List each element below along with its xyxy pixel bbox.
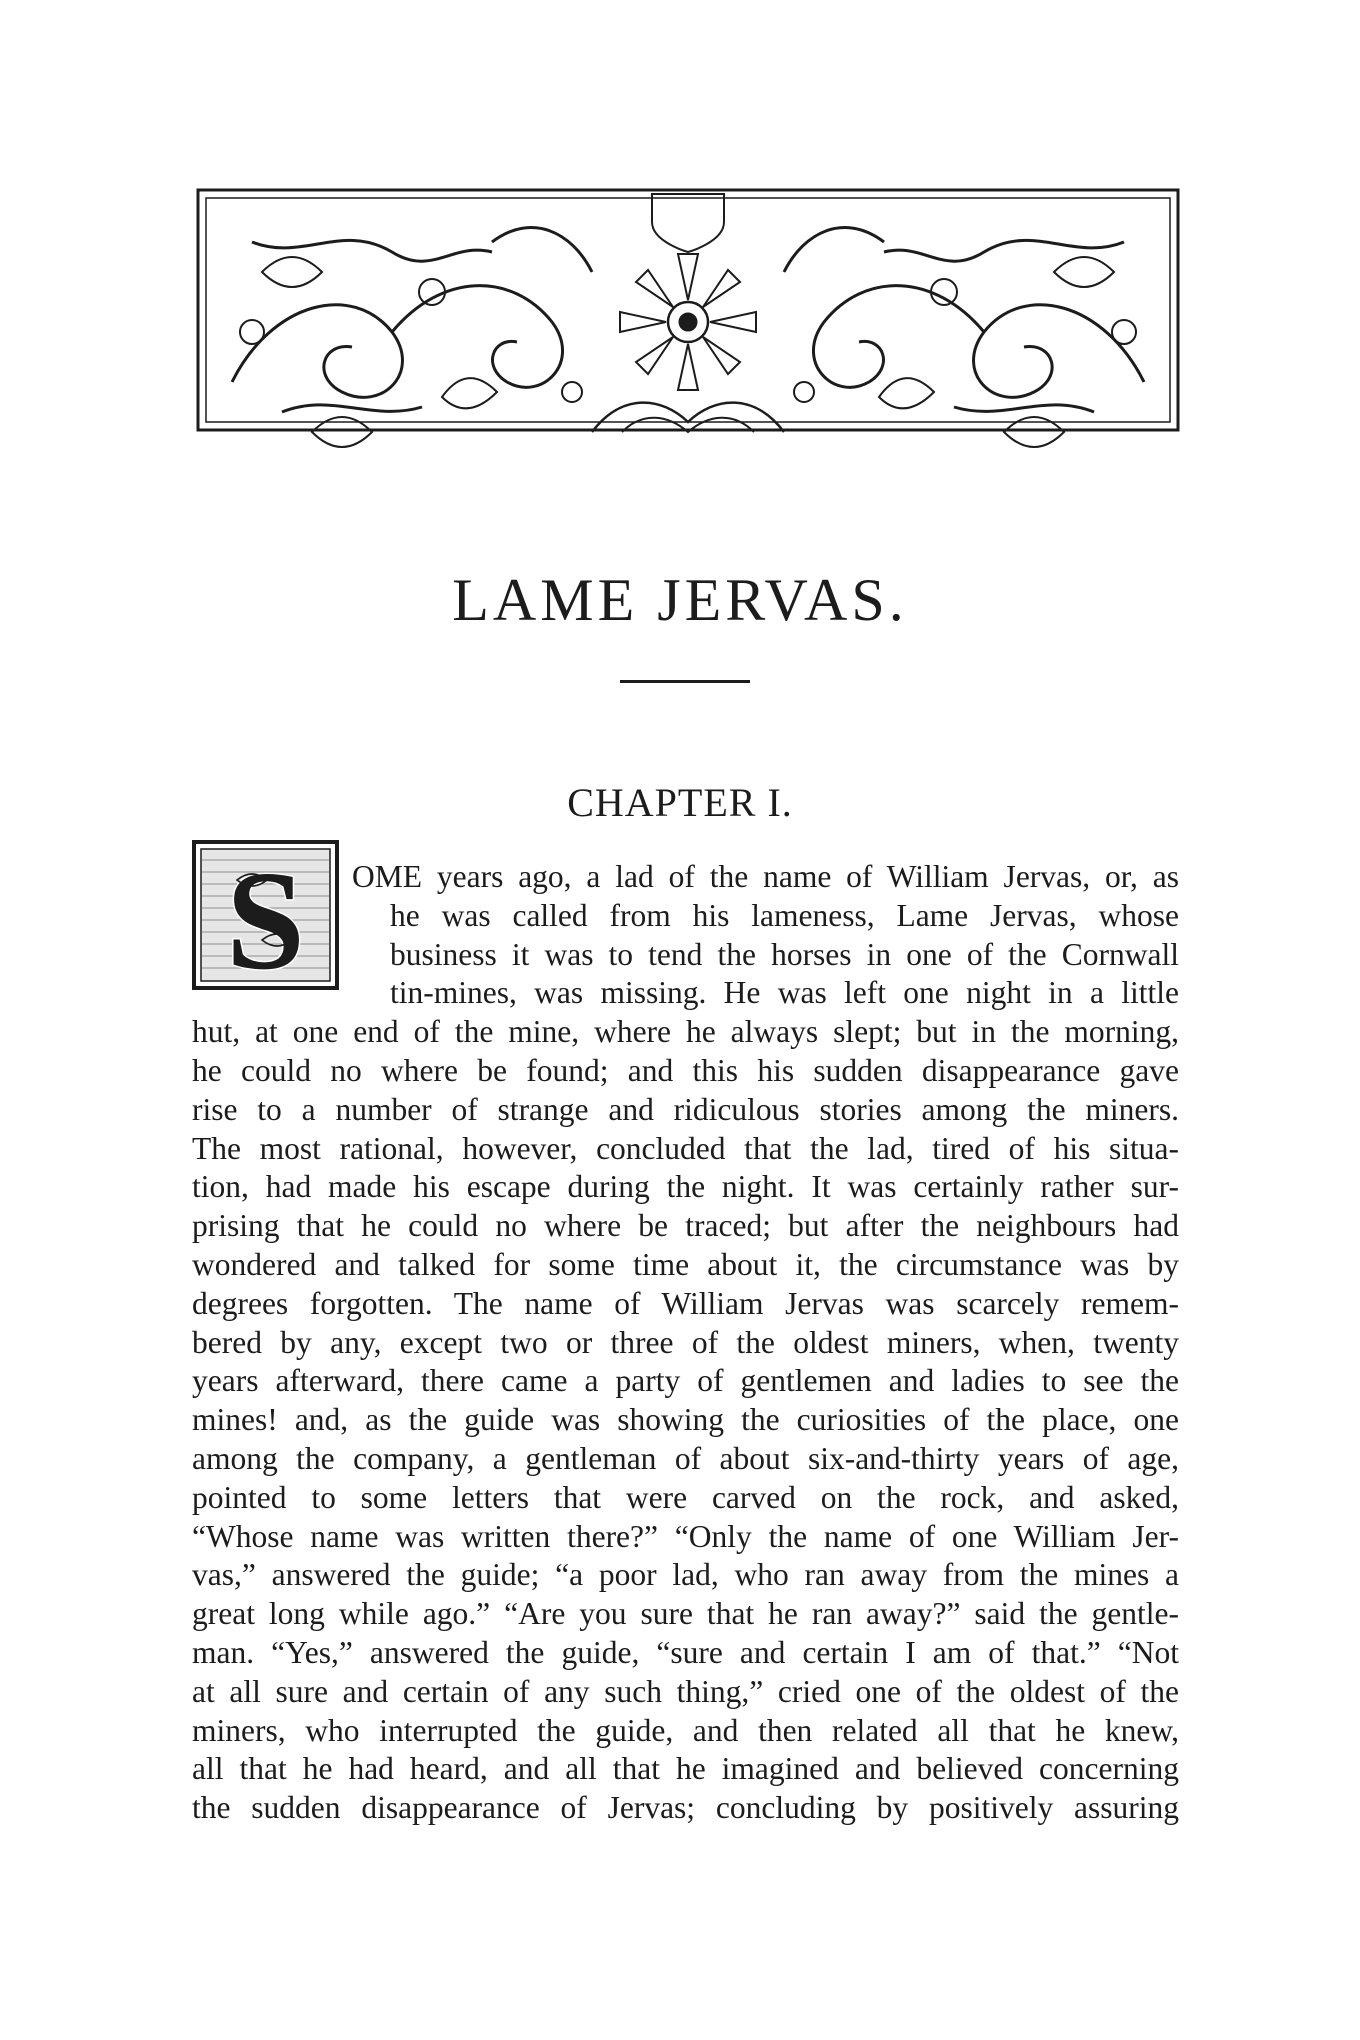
text-line: among the company, a gentleman of about six-and-thirty years of age,: [192, 1440, 1179, 1476]
floral-headpiece-ornament: [192, 182, 1184, 462]
text-line: The most rational, however, concluded that the lad, tired of his situa-: [192, 1130, 1179, 1166]
chapter-heading: CHAPTER I.: [567, 780, 793, 825]
text-line: hut, at one end of the mine, where he always slept; but in the morning,: [192, 1014, 1179, 1050]
text-line: OME years ago, a lad of the name of William Jervas, or, as: [352, 859, 1179, 894]
text-line: “Whose name was written there?” “Only the name of one William Jer-: [192, 1518, 1179, 1554]
text-line: miners, who interrupted the guide, and then related all that he knew,: [192, 1712, 1179, 1748]
text-line: he was called from his lameness, Lame Jervas, whose: [390, 897, 1179, 933]
text-line: the sudden disappearance of Jervas; concluding by positively assuring: [192, 1790, 1179, 1826]
story-title: LAME JERVAS.: [452, 567, 908, 633]
text-line: rise to a number of strange and ridiculous stories among the miners.: [192, 1091, 1179, 1127]
text-line: pointed to some letters that were carved on the rock, and asked,: [192, 1479, 1179, 1515]
chapter-body-text: [192, 858, 1179, 1828]
text-line: he could no where be found; and this his sudden disappearance gave: [192, 1052, 1179, 1088]
text-line: mines! and, as the guide was showing the curiosities of the place, one: [192, 1402, 1179, 1438]
text-line: business it was to tend the horses in one of the Cornwall: [390, 936, 1179, 972]
text-line: great long while ago.” “Are you sure that he ran away?” said the gentle-: [192, 1596, 1179, 1632]
text-line: bered by any, except two or three of the oldest miners, when, twenty: [192, 1324, 1179, 1360]
text-line: at all sure and certain of any such thing,” cried one of the oldest of the: [192, 1673, 1179, 1709]
text-line: tion, had made his escape during the night. It was certainly rather sur-: [192, 1169, 1179, 1205]
title-divider: [620, 680, 750, 683]
text-line: years afterward, there came a party of gentlemen and ladies to see the: [192, 1363, 1179, 1399]
text-line: man. “Yes,” answered the guide, “sure and certain I am of that.” “Not: [192, 1634, 1179, 1670]
text-line: wondered and talked for some time about it, the circumstance was by: [192, 1246, 1179, 1282]
text-line: tin-mines, was missing. He was left one night in a little: [390, 975, 1179, 1011]
text-line: all that he had heard, and all that he imagined and believed concerning: [192, 1751, 1179, 1787]
drop-cap-letter: S: [226, 841, 305, 990]
text-line: vas,” answered the guide; “a poor lad, who ran away from the mines a: [192, 1557, 1179, 1593]
text-line: prising that he could no where be traced; but after the neighbours had: [192, 1208, 1179, 1244]
text-line: degrees forgotten. The name of William Jervas was scarcely remem-: [192, 1285, 1179, 1321]
